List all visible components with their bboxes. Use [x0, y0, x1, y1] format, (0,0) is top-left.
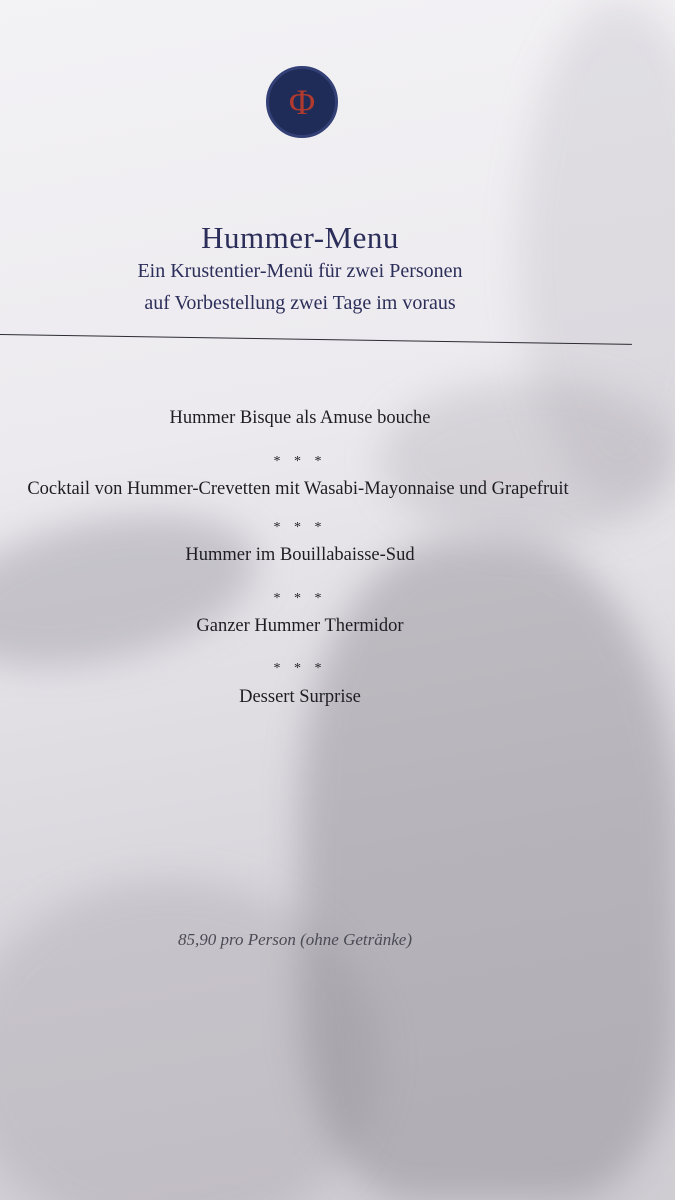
course-thermidor: Ganzer Hummer Thermidor [196, 616, 404, 636]
shadow-overlay [0, 880, 380, 1200]
price-note: 85,90 pro Person (ohne Getränke) [177, 930, 412, 949]
svg-text:Φ: Φ [288, 82, 316, 122]
phi-monogram-icon [279, 79, 325, 125]
course-separator: * * * [273, 520, 327, 535]
menu-subtitle-line-2: auf Vorbestellung zwei Tage im voraus [144, 292, 456, 314]
divider-line [0, 334, 632, 345]
course-separator: * * * [273, 661, 327, 676]
course-cocktail: Cocktail von Hummer-Crevetten mit Wasabi-Mayonnaise und Grapefruit [27, 479, 569, 499]
course-dessert: Dessert Surprise [239, 687, 361, 707]
shadow-overlay [300, 540, 675, 1200]
restaurant-logo [266, 66, 338, 138]
menu-subtitle-line-1: Ein Krustentier-Menü für zwei Personen [137, 260, 463, 282]
course-amuse-bouche: Hummer Bisque als Amuse bouche [169, 408, 431, 428]
course-separator: * * * [273, 591, 327, 606]
course-separator: * * * [273, 454, 327, 469]
course-bouillabaisse: Hummer im Bouillabaisse-Sud [185, 545, 415, 565]
menu-title: Hummer-Menu [201, 220, 399, 255]
